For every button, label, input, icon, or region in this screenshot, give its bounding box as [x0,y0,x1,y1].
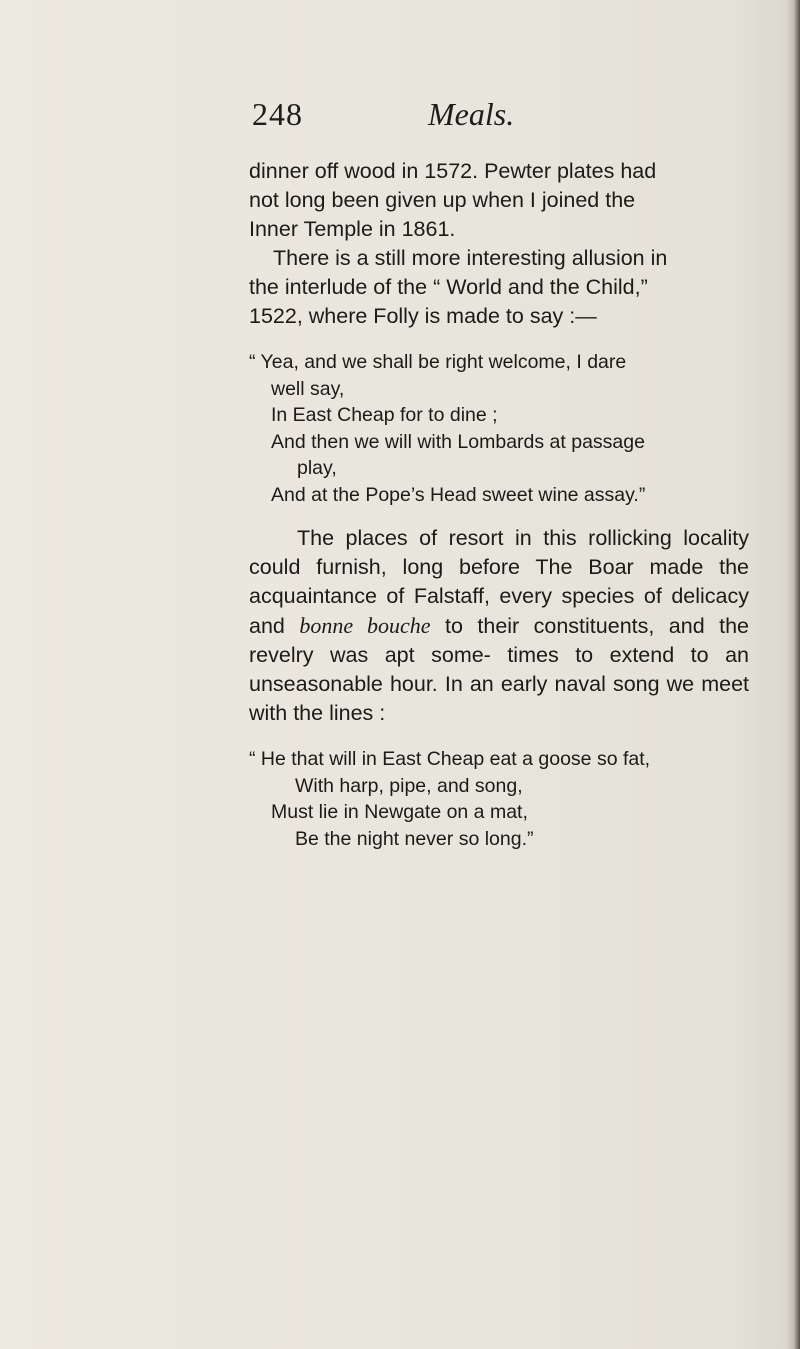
text-line: 1522, where Folly is made to say :— [249,304,597,328]
verse-line: well say, [271,377,345,400]
paragraph-text: to their constituents, and the revelry was apt some- times to extend to an unseasonable hour. In an early naval song we meet with the lines : [249,614,749,725]
italic-phrase: bonne bouche [299,613,431,638]
paragraph-1 [249,157,749,244]
page-header [0,96,800,146]
text-line: dinner off wood in 1572. Pewter plates had [249,159,657,183]
verse-line: And then we will with Lombards at passage [271,430,645,453]
page-edge-shadow [786,0,800,1349]
verse-line: “ Yea, and we shall be right welcome, I dare [249,351,627,373]
page-body [249,157,749,868]
running-title: Meals. [428,96,515,132]
text-line: There is a still more interesting allusion in [273,246,668,270]
paragraph-2 [249,244,749,331]
paragraph-text: The places of resort in this rollicking locality could furnish, long before The Boar made the acquaintance of Falstaff, every species of delicacy and [249,526,749,638]
text-line: Inner Temple in 1861. [249,217,456,241]
verse-line: Be the night never so long.” [295,827,534,850]
verse-line: “ He that will in East Cheap eat a goose so fat, [249,748,651,770]
verse-line: In East Cheap for to dine ; [271,404,498,426]
verse-line: Must lie in Newgate on a mat, [271,801,528,823]
verse-quotation-1 [249,349,749,508]
verse-line: play, [297,457,337,479]
text-line: not long been given up when I joined the [249,188,636,212]
verse-line: And at the Pope’s Head sweet wine assay.” [271,483,646,506]
verse-line: With harp, pipe, and song, [295,774,523,797]
paragraph-3 [249,524,749,728]
text-line: the interlude of the “ World and the Child,” [249,275,648,299]
verse-quotation-2 [249,746,749,852]
page-number: 248 [252,96,303,132]
